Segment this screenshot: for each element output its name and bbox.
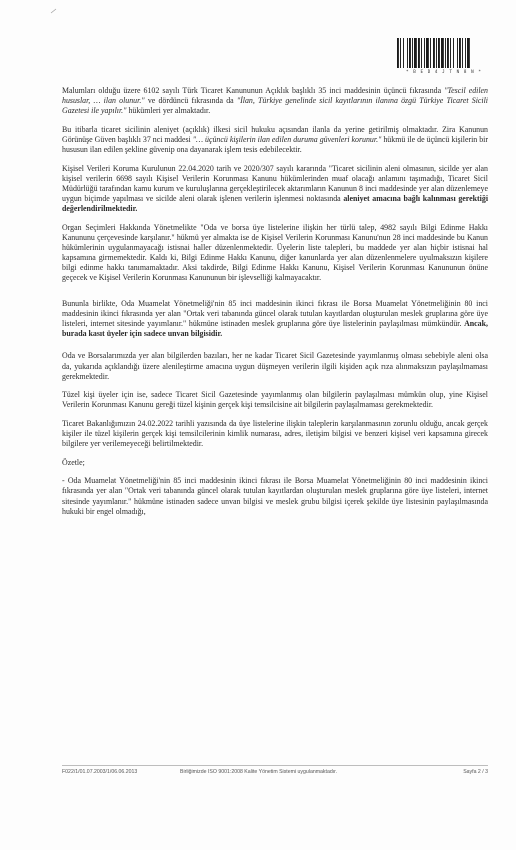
paragraph-text: hükümleri yer almaktadır.	[126, 106, 211, 116]
barcode	[396, 38, 492, 78]
barcode-number: * B E D 4 J T N 8 N *	[405, 69, 483, 74]
paragraph	[62, 476, 488, 516]
quoted-text: "… üçüncü kişilerin ilan edilen duruma güvenleri korunur."	[192, 134, 382, 144]
emphasized-text: Ancak, burada kasıt üyeler için sadece unvan bilgisidir.	[62, 319, 488, 339]
paragraph	[62, 223, 488, 284]
ink-mark	[50, 8, 60, 14]
paragraph	[62, 458, 488, 468]
paragraph-text: Malumları olduğu üzere 6102 sayılı Türk Ticaret Kanununun Açıklık başlıklı 35 inci maddesinin üçüncü fıkrasında	[62, 86, 445, 95]
paragraph-text: Oda ve Borsalarımızda yer alan bilgilerden bazıları, her ne kadar Ticaret Sicil Gazetesinde yayımlanmış olması sebebiyle aleni olsa da, yukarıda açıklandığı üzere alenileştirme amacına uygun düşmeyen verilerin ilgili kişiden açık rıza alınmaksızın paylaşılmaması gerekmektedir.	[62, 351, 488, 381]
barcode-bars	[396, 38, 492, 68]
barcode-bar	[447, 38, 449, 68]
barcode-bar	[400, 38, 401, 68]
page-footer	[62, 769, 488, 779]
barcode-bar	[433, 38, 435, 68]
barcode-bar	[462, 38, 463, 68]
paragraph	[62, 299, 488, 339]
barcode-bar	[403, 38, 404, 68]
paragraph-text: hükmü ile de üçüncü kişilerin bir hususun ilan edilen şekline güvenip ona dayanarak işlem tesis edebilecektir.	[62, 134, 488, 154]
barcode-bar	[397, 38, 399, 68]
barcode-bar	[409, 38, 411, 68]
letter-body	[62, 86, 488, 525]
paragraph-text: - Oda Muamelat Yönetmeliği'nin 85 inci maddesinin ikinci fıkrası ile Borsa Muamelat Yönetmeliğinin 80 inci maddesinin ikinci fıkrasında yer alan "Ortak veri tabanında güncel olarak tutulan kayıtlardan oluşturulan meslek gruplarına göre üye listeleri, internet sitesinde yayımlanır." hükmüne istinaden sadece unvan bilgisi ve meslek grubu bilgisi içerek şekilde üye listesinin paylaşılmasında hukuki bir engel olmadığı,	[62, 476, 488, 516]
footer-divider	[62, 765, 488, 766]
barcode-bar	[459, 38, 461, 68]
paragraph-text: Tüzel kişi üyeler için ise, sadece Ticaret Sicil Gazetesinde yayımlanmış olan bilgilerin paylaşılması mümkün olup, yine Kişisel Verilerin Korunması Kanunu gereği tüzel kişinin gerçek kişi temsilcisine ait bilgilerin paylaşılmaması gerekmektedir.	[62, 390, 488, 410]
document-code: F022/1/01.07.2003/1/06.06.2013	[62, 769, 138, 775]
page-number: Sayfa 2 / 3	[463, 769, 488, 775]
barcode-bar	[436, 38, 437, 68]
paragraph-text: Bu itibarla ticaret sicilinin aleniyet (açıklık) ilkesi sicil hukuku açısından ilanla da yerine getirilmiş olmaktadır. Zira Kanunun Görünüşe Güven başlıklı 37 nci maddesi	[62, 124, 488, 144]
paragraph	[62, 390, 488, 410]
barcode-bar	[426, 38, 429, 68]
barcode-bar	[407, 38, 408, 68]
paragraph-text: Özetle;	[62, 457, 85, 467]
iso-notice: Birliğimizde ISO 9001:2008 Kalite Yönetim Sistemi uygulanmaktadır.	[180, 769, 338, 775]
paragraph-text: Bununla birlikte, Oda Muamelat Yönetmeliği'nin 85 inci maddesinin ikinci fıkrası ile Borsa Muamelat Yönetmeliğinin 80 inci maddesinin ikinci fıkrasında yer alan "Ortak veri tabanında güncel olarak tutulan kayıtlardan oluşturulan meslek gruplarına göre üye listeleri, internet sitesinde yayımlanır." hükmüne istinaden meslek gruplarına göre üye listelerinin paylaşılması mümkündür.	[62, 299, 488, 329]
barcode-bar	[438, 38, 440, 68]
barcode-bar	[453, 38, 454, 68]
paragraph-text: Kişisel Verileri Koruma Kurulunun 22.04.2020 tarih ve 2020/307 sayılı kararında "Ticaret sicilinin aleni olmasının, sicilde yer alan kişisel verilerin 6698 sayılı Kişisel Verilerin Korunması Kanunu hükümlerinden muaf olacağı anlamını taşımadığı, Ticaret Sicil Müdürlüğü tarafından kamu kurum ve kuruluşlarına gerçekleştirilecek aktarımların Kanunun 8 inci maddesinde yer alan düzenlemeye uygun biçimde yapılması ve sicilde aleni olarak işlenen verilerin işlenmesi noktasında	[62, 163, 488, 203]
quoted-text: "Tescil edilen hususlar, … ilan olunur."	[62, 86, 488, 106]
barcode-bar	[465, 38, 466, 68]
paragraph	[62, 125, 488, 155]
emphasized-text: aleniyet amacına bağlı kalınması gerektiği değerlendirilmektedir.	[62, 193, 489, 213]
paragraph-text: Ticaret Bakanlığımızın 24.02.2022 tarihli yazısında da üye listelerine ilişkin taleplerin karşılanmasının zorunlu olduğu, ancak gerçek kişiler ile tüzel kişilerin gerçek kişi temsilcilerinin kimlik numarası, adres, iletişim bilgisi ve benzeri kişisel veri kapsamına girecek bilgilere yer verilemeyeceği belirtilmektedir.	[62, 418, 488, 449]
barcode-bar	[450, 38, 451, 68]
barcode-bar	[457, 38, 458, 68]
barcode-bar	[445, 38, 446, 68]
paragraph	[62, 351, 488, 381]
barcode-bar	[424, 38, 425, 68]
paragraph-text: Organ Seçimleri Hakkında Yönetmelikte "Oda ve borsa üye listelerine ilişkin her türlü talep, 4982 sayılı Bilgi Edinme Hakkı Kanununu çerçevesinde karşılanır." hükmü yer almakta ise de Kişisel Verilerin Korunması Kanunu'nun 28 inci maddesinde bu Kanun hükümlerinin uygulanmayacağı istisnai haller düzenlenmektedir. Üyelerin liste talepleri, bu maddede yer alan hiçbir istisnai hal kapsamına girmemektedir. Kaldı ki, Bilgi Edinme Hakkı Kanunu, diğer kanunlarda yer alan düzenlenmelere uyulmaksızın kişilere bilgi edinme hakkı tanımamaktadır. Aksi takdirde, Bilgi Edinme Hakkı Kanunu, Kişisel Verilerin Korunması Kanununun önüne geçecek ve Kişisel Verilerin Korunması Kanununun bir işlevselliği kalmayacaktır.	[62, 222, 488, 282]
barcode-bar	[414, 38, 417, 68]
barcode-bar	[412, 38, 413, 68]
barcode-bar	[430, 38, 431, 68]
paragraph	[62, 164, 488, 214]
paragraph	[62, 86, 488, 116]
barcode-bar	[421, 38, 422, 68]
barcode-bar	[467, 38, 470, 68]
paragraph	[62, 419, 488, 449]
barcode-bar	[418, 38, 420, 68]
barcode-bar	[441, 38, 444, 68]
quoted-text: "İlan, Türkiye genelinde sicil kayıtlarının ilanına özgü Türkiye Ticaret Sicili Gazetesi ile yapılır."	[62, 96, 488, 116]
paragraph-text: ve dördüncü fıkrasında da	[144, 96, 237, 106]
